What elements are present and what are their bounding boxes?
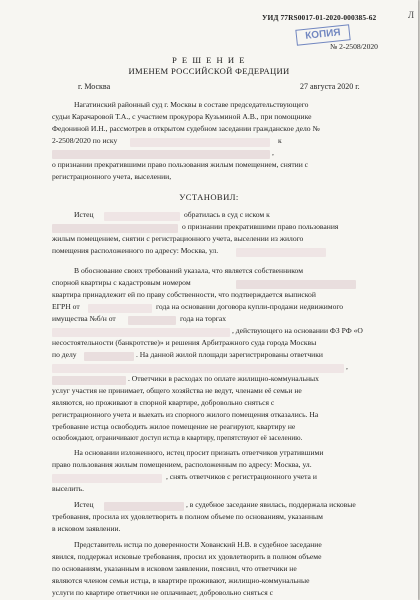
redacted-text — [52, 474, 162, 483]
para-line: Представитель истца по доверенности Хованский Н.В. в судебное заседание — [74, 540, 322, 549]
para-line: в исковом заявлении. — [52, 524, 121, 533]
para-line: Истец — [74, 210, 94, 219]
para-line: обратилась в суд с иском к — [184, 210, 270, 219]
para-line: жилым помещением, снятии с регистрационного учета, выселении из жилого — [52, 234, 304, 243]
corner-mark: Л — [408, 10, 415, 20]
para-line: помещения расположенного по адресу: Москва, ул. — [52, 246, 219, 255]
para-line: требования, просила их удовлетворить в полном объеме по основаниям, указанным — [52, 512, 323, 521]
redacted-text — [104, 502, 184, 511]
document-subtitle: ИМЕНЕМ РОССИЙСКОЙ ФЕДЕРАЦИИ — [128, 66, 290, 76]
redacted-text — [88, 304, 152, 313]
intro-line: Федониной И.Н., рассмотрев в открытом судебном заседании гражданское дело № — [52, 124, 320, 133]
para-line: явился, поддержал исковые требования, просил их удовлетворить в полном объеме — [52, 552, 322, 561]
para-line: На основании изложенного, истец просит признать ответчиков утратившими — [74, 448, 324, 457]
copy-stamp: КОПИЯ — [295, 24, 350, 46]
para-line: выселить. — [52, 484, 85, 493]
para-line: несостоятельности (банкротстве)» и решения Арбитражного суда города Москвы — [52, 338, 317, 347]
intro-line: регистрационного учета, выселении, — [52, 172, 172, 181]
para-line: имущества №б/н от — [52, 314, 116, 323]
para-line: о признании прекратившими право пользования — [182, 222, 339, 231]
redacted-text — [52, 150, 270, 159]
para-line: года на торгах — [180, 314, 227, 323]
redacted-text — [52, 328, 230, 337]
para-line: , снять ответчиков с регистрационного учета и — [166, 472, 317, 481]
intro-line: Нагатинский районный суд г. Москвы в составе председательствующего — [74, 100, 309, 109]
para-line: , — [346, 362, 348, 371]
redacted-text — [130, 138, 270, 147]
intro-line: о признании прекратившими право пользования жилым помещением, снятии с — [52, 160, 309, 169]
udm-number: УИД 77RS0017-01-2020-000385-62 — [262, 13, 377, 22]
intro-line: , — [272, 148, 274, 157]
para-line: , действующего на основании ФЗ РФ «О — [232, 326, 363, 335]
redacted-text — [52, 364, 344, 373]
redacted-text — [104, 212, 180, 221]
para-line: квартира принадлежит ей по праву собственности, что подтверждается выпиской — [52, 290, 316, 299]
para-line: спорной квартиры с кадастровым номером — [52, 278, 191, 287]
para-line: освобождают, ограничивают доступ истца в квартиру, препятствуют её заселению. — [52, 434, 303, 442]
para-line: года на основании договора купли-продажи недвижимого — [156, 302, 344, 311]
para-line: регистрационного учета и выехать из спорного жилого помещения отказались. На — [52, 410, 319, 419]
para-line: Истец — [74, 500, 94, 509]
redacted-text — [236, 280, 356, 289]
para-line: являются, но проживают в спорной квартире, добровольно сняться с — [52, 398, 275, 407]
para-line: ЕГРН от — [52, 302, 80, 311]
para-line: . Ответчики в расходах по оплате жилищно-коммунальных — [128, 374, 319, 383]
decision-date: 27 августа 2020 г. — [300, 82, 360, 91]
para-line: В обоснование своих требований указала, что является собственником — [74, 266, 303, 275]
para-line: по основаниям, указанным в исковом заявлении, пояснил, что ответчики не — [52, 564, 297, 573]
para-line: , в судебное заседание явилась, поддержала исковые — [186, 500, 356, 509]
redacted-text — [52, 376, 126, 385]
para-line: являются членом семьи истца, в квартире проживают, жилищно-коммунальные — [52, 576, 310, 585]
intro-line: 2-2508/2020 по иску — [52, 136, 118, 145]
document-title: Р Е Ш Е Н И Е — [172, 55, 246, 65]
para-line: право пользования жилым помещением, расположенным по адресу: Москва, ул. — [52, 460, 312, 469]
redacted-text — [236, 248, 326, 257]
redacted-text — [52, 224, 178, 233]
para-line: по делу — [52, 350, 77, 359]
para-line: . На данной жилой площади зарегистрированы ответчики — [136, 350, 323, 359]
para-line: услуги по квартире ответчики не оплачивает, добровольно сняться с — [52, 588, 273, 597]
para-line: требование истца освободить жилое помещение не реагируют, квартиру не — [52, 422, 296, 431]
para-line: услуг участия не принимает, общего хозяйства не ведут, членами её семьи не — [52, 386, 302, 395]
case-number: № 2-2508/2020 — [330, 42, 378, 51]
intro-line: к — [278, 136, 282, 145]
redacted-text — [84, 352, 134, 361]
intro-line: судьи Карачаровой Т.А., с участием прокурора Кузьминой А.В., при помощнике — [52, 112, 312, 121]
city: г. Москва — [78, 82, 111, 91]
redacted-text — [128, 316, 176, 325]
section-heading: УСТАНОВИЛ: — [179, 192, 239, 202]
